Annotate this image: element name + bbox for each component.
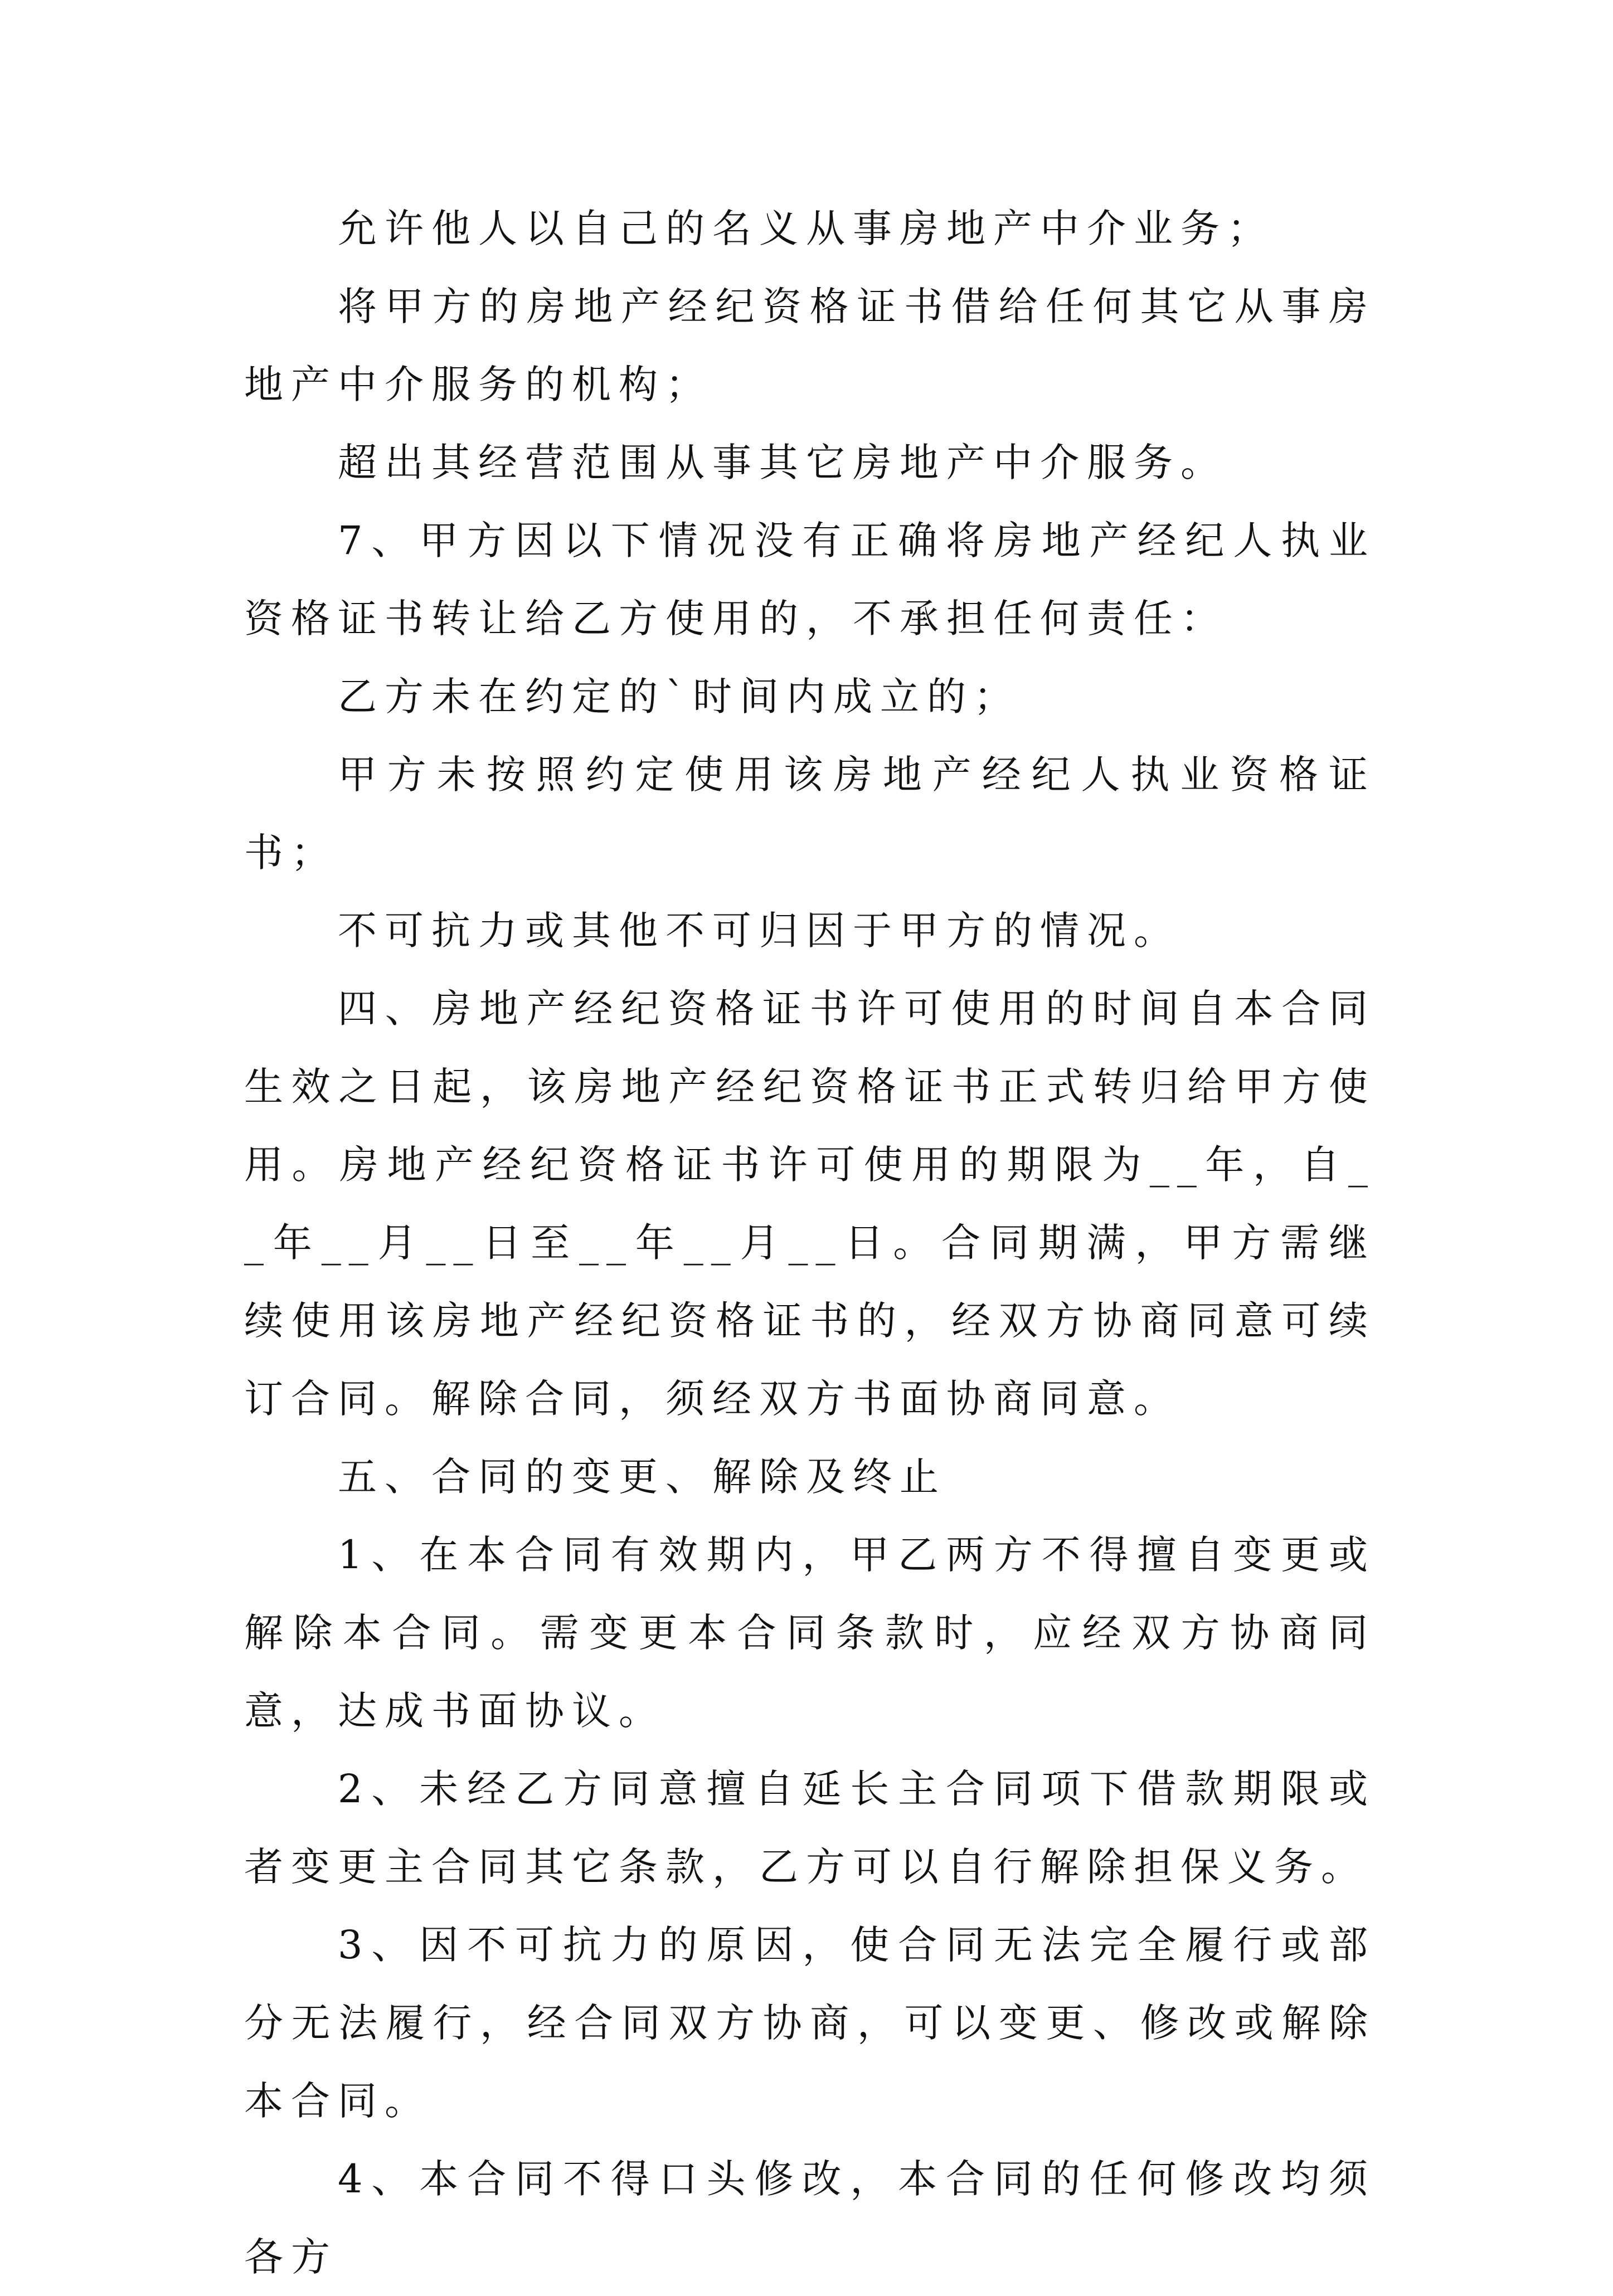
paragraph-11: 2、未经乙方同意擅自延长主合同项下借款期限或者变更主合同其它条款，乙方可以自行解除担保义务。 xyxy=(244,1766,1376,1890)
document-body xyxy=(244,189,1376,2296)
section-heading-5: 五、合同的变更、解除及终止 xyxy=(338,1454,946,1500)
paragraph-1: 允许他人以自己的名义从事房地产中介业务； xyxy=(338,206,1274,251)
paragraph-10: 1、在本合同有效期内，甲乙两方不得擅自变更或解除本合同。需变更本合同条款时，应经双方协商同意，达成书面协议。 xyxy=(244,1532,1376,1734)
paragraph-13: 4、本合同不得口头修改，本合同的任何修改均须各方 xyxy=(244,2156,1376,2280)
paragraph-5: 乙方未在约定的`时间内成立的； xyxy=(338,674,1021,719)
paragraph-6: 甲方未按照约定使用该房地产经纪人执业资格证书； xyxy=(244,752,1376,875)
paragraph-2: 将甲方的房地产经纪资格证书借给任何其它从事房地产中介服务的机构； xyxy=(244,284,1376,407)
paragraph-8: 四、房地产经纪资格证书许可使用的时间自本合同生效之日起，该房地产经纪资格证书正式转归给甲方使用。房地产经纪资格证书许可使用的期限为__年，自__年__月__日至__年__月__日。合同期满，甲方需继续使用该房地产经纪资格证书的，经双方协商同意可续订合同。解除合同，须经双方书面协商同意。 xyxy=(244,986,1376,1422)
paragraph-4: 7、甲方因以下情况没有正确将房地产经纪人执业资格证书转让给乙方使用的，不承担任何责任： xyxy=(244,518,1376,641)
paragraph-3: 超出其经营范围从事其它房地产中介服务。 xyxy=(338,440,1227,485)
paragraph-12: 3、因不可抗力的原因，使合同无法完全履行或部分无法履行，经合同双方协商，可以变更、修改或解除本合同。 xyxy=(244,1922,1376,2124)
paragraph-7: 不可抗力或其他不可归因于甲方的情况。 xyxy=(338,908,1180,954)
